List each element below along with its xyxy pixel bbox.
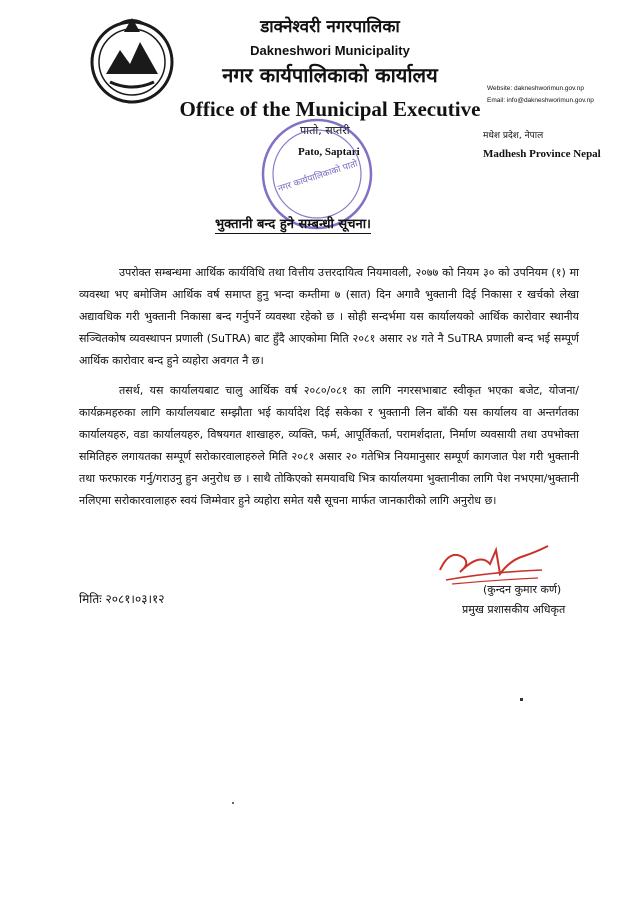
notice-paragraph-1 <box>79 262 579 372</box>
notice-date: मितिः २०८१।०३।१२ <box>79 592 165 606</box>
website-text: Website: dakneshworimun.gov.np <box>487 85 584 92</box>
office-name-english: Office of the Municipal Executive <box>179 97 481 121</box>
handwritten-signature <box>430 540 555 588</box>
province-nepali: मधेश प्रदेश, नेपाल <box>483 131 544 141</box>
stamp-text: नगर कार्यपालिकाको पातो <box>276 159 360 195</box>
speck <box>232 802 234 804</box>
notice-paragraph-2 <box>79 380 579 512</box>
municipality-name-english: Dakneshwori Municipality <box>250 43 410 58</box>
paragraph-2-text: तसर्थ, यस कार्यालयबाट चालु आर्थिक वर्ष २०८०/०८१ का लागि नगरसभाबाट स्वीकृत भएका बजेट, योजना/कार्यक्रमहरुका लागि कार्यालयबाट सम्झौता भई कार्यादेश दिई सकेका र भुक्तानी लिन बाँकी यस कार्यालय वा अन्तर्गतका कार्यालयहरु, वडा कार्यालयहरु, विषयगत शाखाहरु, व्यक्ति, फर्म, आपूर्तिकर्ता, परामर्शदाता, निर्माण व्यवसायी तथा उपभोक्ता समितिहरु लगायतका सम्पूर्ण सरोकारवालाहरुले मिति २०८१ असार २० गतेभित्र नियमानुसार सम्पूर्ण कागजात पेश गरी भुक्तानी तथा फरफारक गर्नु/गराउनु हुन अनुरोध छ । साथै तोकिएको समयावधि भित्र कार्यालयमा भुक्तानीका लागि पेश नभएमा/भुक्तानी नलिएमा सरोकारवालाहरु स्वयं जिम्मेवार हुने व्यहोरा समेत यसै सूचना मार्फत जानकारीको लागि अनुरोध छ। <box>79 384 579 507</box>
place-english: Pato, Saptari <box>298 146 360 158</box>
speck <box>520 698 523 701</box>
notice-subject: भुक्तानी बन्द हुने सम्बन्धी सूचना। <box>215 214 371 234</box>
province-english: Madhesh Province Nepal <box>483 148 601 160</box>
signer-name: (कुन्दन कुमार कर्ण) <box>483 583 562 596</box>
email-text: Email: info@dakneshworimun.gov.np <box>487 97 594 104</box>
signer-title: प्रमुख प्रशासकीय अधिकृत <box>462 603 566 616</box>
office-name-nepali: नगर कार्यपालिकाको कार्यालय <box>222 63 438 87</box>
municipality-name-nepali: डाक्नेश्वरी नगरपालिका <box>260 17 400 37</box>
paragraph-1-text: उपरोक्त सम्बन्धमा आर्थिक कार्यविधि तथा वित्तीय उत्तरदायित्व नियमावली, २०७७ को नियम ३० को उपनियम (१) मा व्यवस्था भए बमोजिम आर्थिक वर्ष समाप्त हुनु भन्दा कम्तीमा ७ (सात) दिन अगावै भुक्तानी दिई निकासा र खर्चको लेखा अद्यावधिक गरी भुक्तानी निकासा बन्द गर्नुपर्ने व्यवस्था रहेको छ । सोही सन्दर्भमा यस कार्यालयको आर्थिक कारोवार स्थानीय सञ्चितकोष व्यवस्थापन प्रणाली (SuTRA) बाट हुँदै आएकोमा मिति २०८१ असार २४ गते नै SuTRA प्रणाली बन्द भई सम्पूर्ण आर्थिक कारोवार बन्द हुने व्यहोरा अवगत नै छ। <box>79 266 579 367</box>
place-nepali: पातो, सप्तरी <box>300 124 350 137</box>
